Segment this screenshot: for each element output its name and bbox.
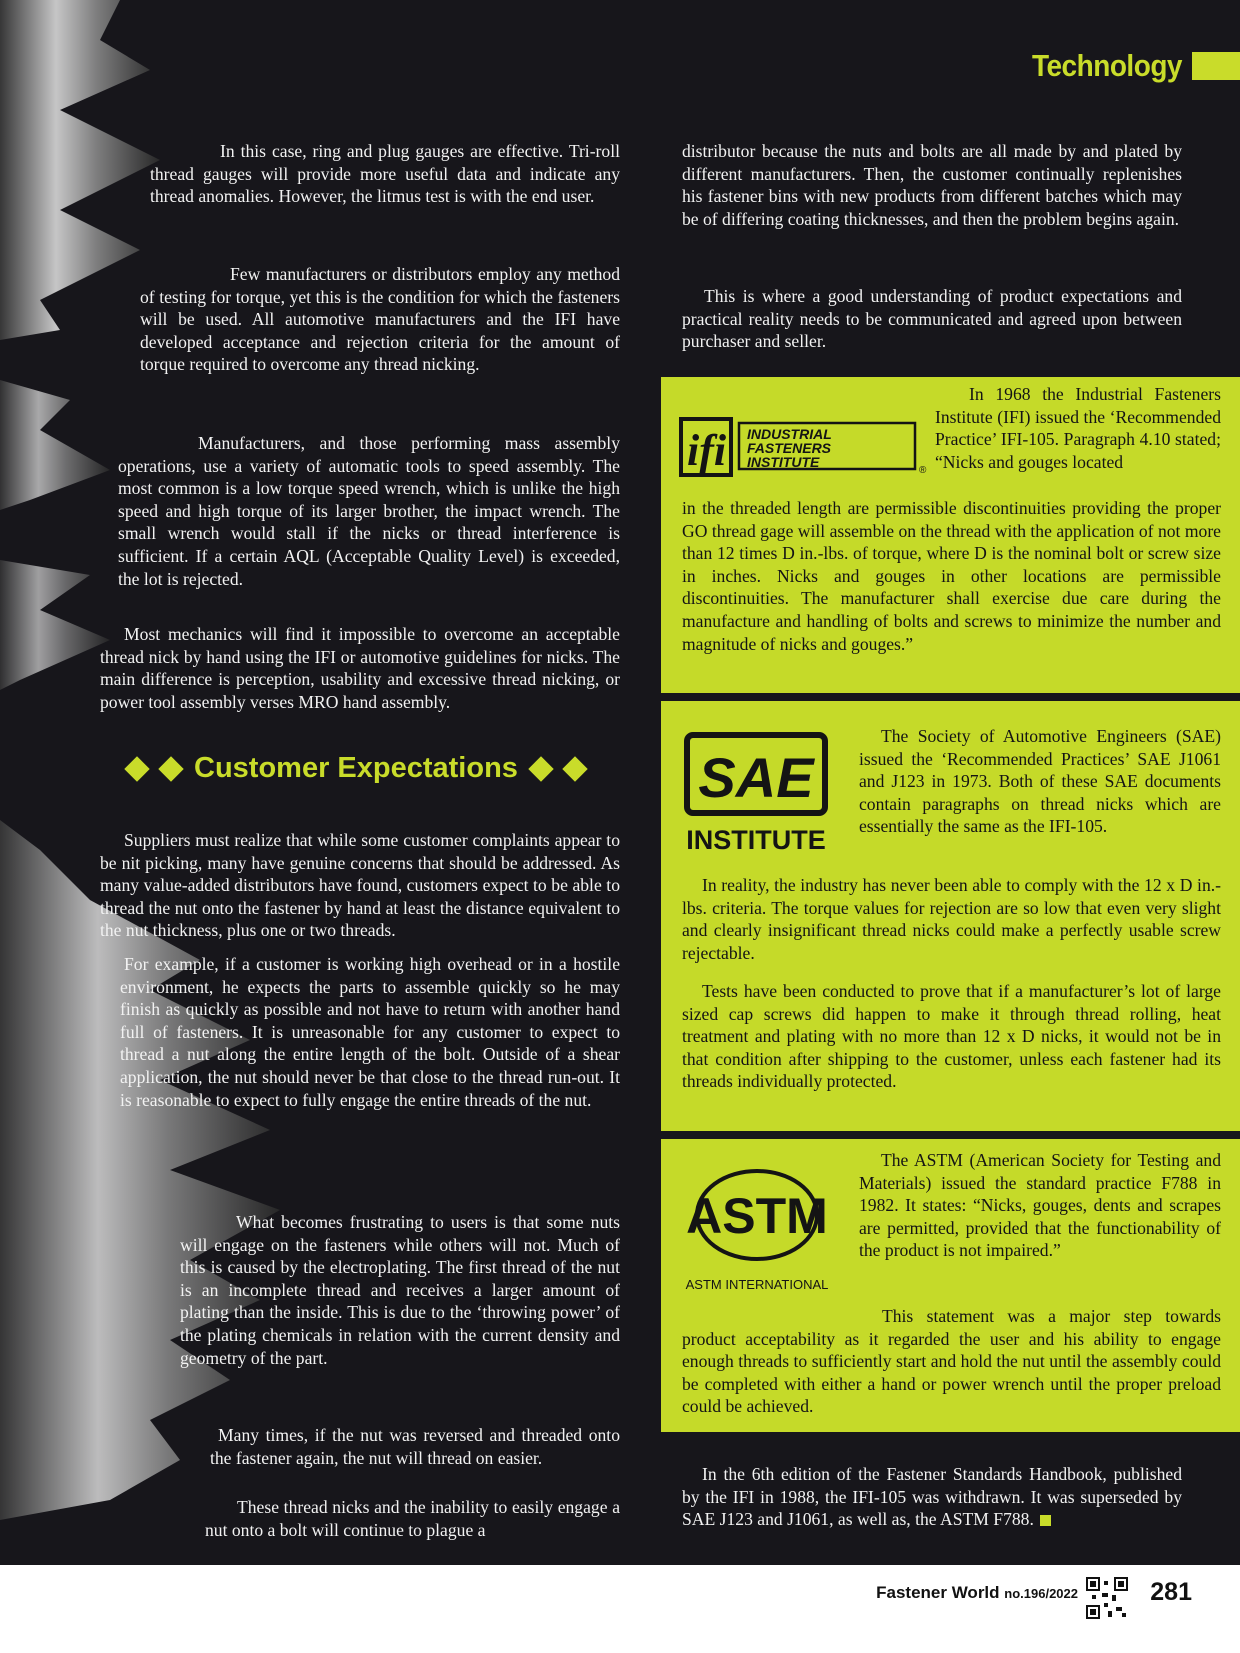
ifi-text-below: in the threaded length are permissible discontinuities providing the proper GO thread gage will assemble on the thread with the application of not more than 12 times D in.-lbs. of torque, where D is the nominal bolt or screw size in inches. Nicks and gouges in other locations are permissible discontinuities. The manufacturer shall exercise due care during the manufacture and handling of bolts and screws to minimize the number and magnitude of nicks and gouges.” (682, 498, 1221, 654)
sae-logo (683, 731, 833, 855)
svg-text:ASTM: ASTM (686, 1188, 828, 1244)
section-tag (1032, 50, 1240, 82)
magazine-name: Fastener World no.196/2022 (876, 1583, 1078, 1602)
left-paragraph-2: Few manufacturers or distributors employ any method of testing for torque, yet this is the condition for which the fasteners will be used. All automotive manufacturers and the IFI have developed acceptance and rejection criteria for the amount of torque required to overcome any thread nicking. (140, 264, 620, 375)
svg-text:INSTITUTE: INSTITUTE (747, 454, 820, 470)
qr-code-icon (1086, 1577, 1128, 1619)
section-bar (1192, 52, 1240, 80)
right-paragraph-1: distributor because the nuts and bolts are all made by and plated by different manufacturers. Then, the customer continually replenishes his fastener bins with new products from different batches which may be of differing coating thicknesses, and then the problem begins again. (682, 141, 1182, 229)
diamond-icon (158, 756, 183, 781)
left-paragraph-3: Manufacturers, and those performing mass assembly operations, use a variety of automatic tools to speed assembly. The most common is a low torque speed wrench, which is unlike the high speed and high torque of its larger brother, the impact wrench. The small wrench would stall if the nicks or thread interference is sufficient. If a certain AQL (Acceptable Quality Level) is exceeded, the lot is rejected. (118, 433, 620, 589)
svg-text:®: ® (919, 465, 927, 476)
issue-number: no.196/2022 (1004, 1586, 1078, 1601)
closing-paragraph: In the 6th edition of the Fastener Standards Handbook, published by the IFI in 1988, the IFI-105 was withdrawn. It was superseded by SAE J123 and J1061, as well as, the ASTM F788. (682, 1464, 1182, 1530)
ifi-callout (661, 377, 1240, 693)
page-footer (0, 1565, 1240, 1653)
ifi-logo (679, 413, 939, 483)
diamond-icon (528, 756, 553, 781)
astm-text-below: This statement was a major step towards product acceptability as it regarded the user and his ability to engage enough threads to sufficiently start and hold the nut until the assembly could be completed with either a hand or power wrench until the proper preload could be achieved. (682, 1306, 1221, 1417)
end-mark-icon (1040, 1515, 1051, 1526)
left-paragraph-8: Many times, if the nut was reversed and threaded onto the fastener again, the nut will thread on easier. (210, 1425, 620, 1468)
astm-logo (683, 1153, 833, 1303)
svg-text:INDUSTRIAL: INDUSTRIAL (747, 426, 832, 442)
heading-title: Customer Expectations (194, 752, 518, 784)
svg-text:ASTM INTERNATIONAL: ASTM INTERNATIONAL (685, 1277, 829, 1292)
diamond-icon (562, 756, 587, 781)
left-paragraph-9: These thread nicks and the inability to easily engage a nut onto a bolt will continue to plague a (205, 1497, 620, 1540)
page-number: 281 (1150, 1578, 1192, 1606)
svg-text:INSTITUTE: INSTITUTE (686, 825, 826, 855)
section-label: Technology (1031, 48, 1182, 83)
svg-text:SAE: SAE (698, 746, 814, 809)
right-paragraph-2: This is where a good understanding of product expectations and practical reality needs to be communicated and agreed upon between purchaser and seller. (682, 286, 1182, 352)
diamond-icon (124, 756, 149, 781)
left-paragraph-6: For example, if a customer is working high overhead or in a hostile environment, he expects the parts to assemble quickly so he may finish as quickly as possible and not have to return with another hand full of fasteners. It is unreasonable for any customer to expect to thread a nut along the entire length of the bolt. Outside of a shear application, the nut should never be that close to the thread run-out. It is reasonable to expect to fully engage the entire threads of the nut. (120, 954, 620, 1110)
svg-text:ifi: ifi (687, 426, 727, 475)
sae-paragraph-3: Tests have been conducted to prove that if a manufacturer’s lot of large sized cap screws did happen to make it through thread rolling, heat treatment and plating with no more than 12 x D nicks, it would not be in that condition after shipping to the customer, unless each fastener had its threads individually protected. (682, 981, 1221, 1092)
left-paragraph-7: What becomes frustrating to users is that some nuts will engage on the fasteners while others will not. Much of this is caused by the electroplating. The first thread of the nut is an incomplete thread and receives a larger amount of plating than the inside. This is due to the ‘throwing power’ of the plating chemicals in relation with the current density and geometry of the part. (180, 1212, 620, 1368)
left-paragraph-4: Most mechanics will find it impossible to overcome an acceptable thread nick by hand using the IFI or automotive guidelines for nicks. The main difference is perception, usability and excessive thread nicking, or power tool assembly verses MRO hand assembly. (100, 624, 620, 712)
sae-paragraph-2: In reality, the industry has never been able to comply with the 12 x D in.-lbs. criteria. The torque values for rejection are so low that even very slight and clearly insignificant thread nicks could make a perfectly usable screw rejectable. (682, 875, 1221, 963)
sae-text-beside: The Society of Automotive Engineers (SAE) issued the ‘Recommended Practices’ SAE J1061 and J123 in 1973. Both of these SAE documents contain paragraphs on thread nicks which are essentially the same as the IFI-105. (859, 726, 1221, 837)
section-heading (120, 752, 610, 785)
left-paragraph-1: In this case, ring and plug gauges are effective. Tri-roll thread gauges will provide more useful data and indicate any thread anomalies. However, the litmus test is with the end user. (150, 141, 620, 207)
astm-text-beside: The ASTM (American Society for Testing and Materials) issued the standard practice F788 in 1982. It states: “Nicks, gouges, dents and scrapes are permitted, provided that the functionability of the product is not impaired.” (859, 1150, 1221, 1261)
astm-callout (661, 1139, 1240, 1432)
svg-text:FASTENERS: FASTENERS (747, 440, 832, 456)
ifi-text-beside: In 1968 the Industrial Fasteners Institute (IFI) issued the ‘Recommended Practice’ IFI-105. Paragraph 4.10 stated; “Nicks and gouges located (935, 384, 1221, 472)
sae-callout (661, 701, 1240, 1131)
left-paragraph-5: Suppliers must realize that while some customer complaints appear to be nit picking, many have genuine concerns that should be addressed. As many value-added distributors have found, customers expect to be able to thread the nut onto the fastener by hand at least the distance equivalent to the nut thickness, plus one or two threads. (100, 830, 620, 941)
